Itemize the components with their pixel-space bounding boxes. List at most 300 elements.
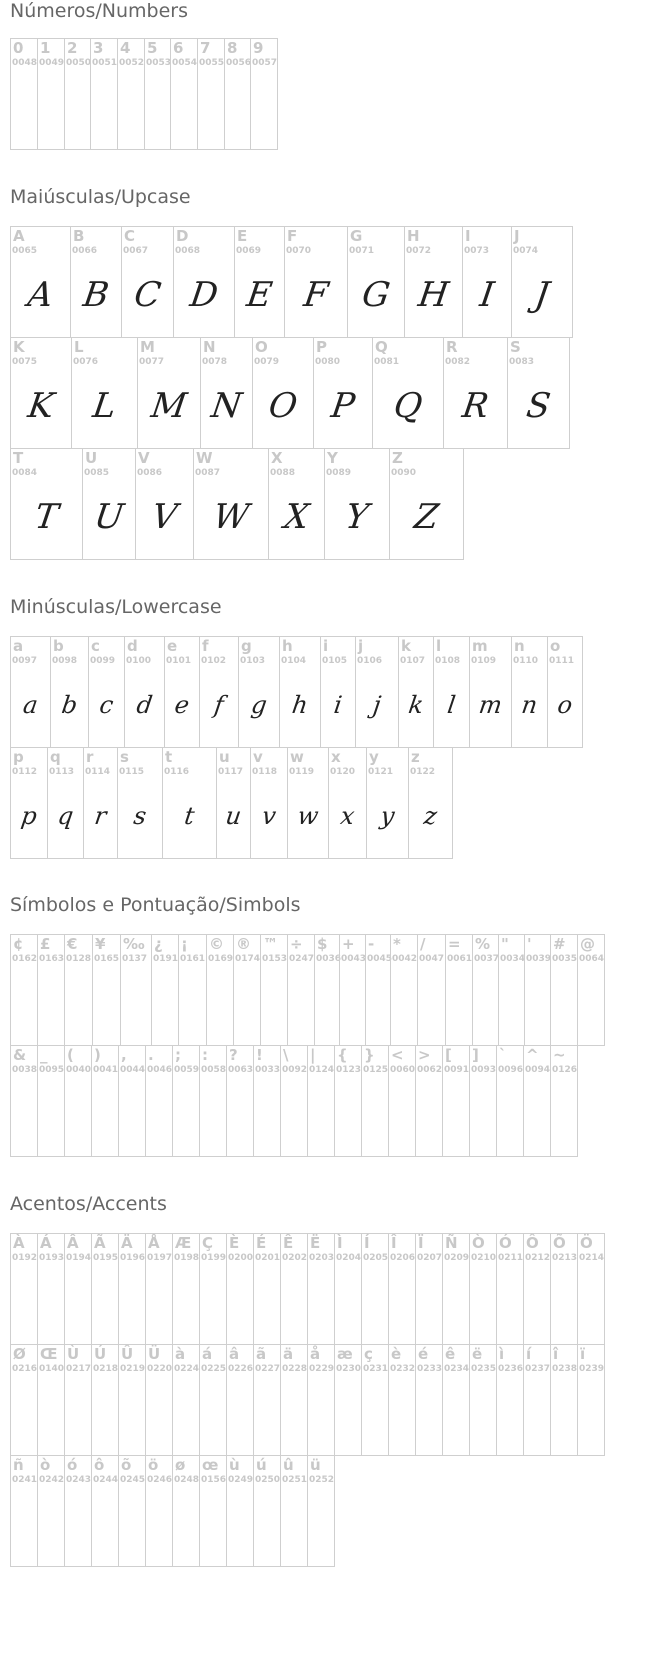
character-code: 0048 — [12, 58, 38, 68]
character-label: T — [13, 449, 24, 467]
glyph-sample: e — [172, 691, 192, 719]
character-label: G — [350, 227, 363, 245]
character-label: ; — [175, 1046, 181, 1064]
section-title: Acentos/Accents — [10, 1193, 167, 1215]
character-label: 1 — [40, 39, 51, 57]
character-code: 0080 — [315, 357, 341, 367]
character-cell — [91, 1045, 119, 1157]
character-code: 0083 — [509, 357, 535, 367]
character-label: ó — [67, 1456, 78, 1474]
character-cell — [226, 1233, 254, 1345]
glyph-sample: D — [187, 275, 221, 315]
character-label: k — [401, 637, 411, 655]
character-label: Ç — [202, 1234, 214, 1252]
character-label: Ê — [283, 1234, 294, 1252]
glyph-sample: g — [249, 691, 269, 719]
glyph-sample: p — [19, 802, 39, 830]
character-label: 2 — [67, 39, 78, 57]
character-code: 0115 — [119, 767, 145, 777]
character-cell — [193, 448, 269, 560]
character-cell — [550, 934, 578, 1046]
character-cell — [199, 636, 239, 748]
character-code: 0072 — [406, 246, 432, 256]
character-code: 0233 — [417, 1364, 443, 1374]
character-cell — [388, 1344, 416, 1456]
character-cell — [328, 747, 367, 859]
character-code: 0117 — [218, 767, 244, 777]
character-code: 0060 — [390, 1065, 416, 1075]
character-label: F — [287, 227, 298, 245]
character-code: 0237 — [525, 1364, 551, 1374]
character-label: 9 — [253, 39, 264, 57]
character-cell — [366, 747, 409, 859]
character-cell — [472, 934, 499, 1046]
character-cell — [37, 1344, 65, 1456]
character-label: / — [420, 935, 426, 953]
character-cell — [117, 38, 145, 150]
character-cell — [253, 1233, 281, 1345]
character-code: 0062 — [417, 1065, 443, 1075]
glyph-sample: a — [21, 691, 40, 719]
character-cell — [238, 636, 280, 748]
glyph-sample: R — [459, 386, 492, 426]
character-label: Q — [375, 338, 388, 356]
character-cell — [284, 226, 348, 338]
character-label: g — [241, 637, 252, 655]
character-code: 0192 — [12, 1253, 38, 1263]
character-label: # — [553, 935, 566, 953]
character-cell — [334, 1045, 362, 1157]
character-label: < — [391, 1046, 404, 1064]
character-label: È — [229, 1234, 240, 1252]
character-cell — [37, 1233, 65, 1345]
character-label: $ — [317, 935, 328, 953]
character-label: u — [219, 748, 230, 766]
character-code: 0244 — [93, 1475, 119, 1485]
character-code: 0087 — [195, 468, 221, 478]
character-cell — [83, 747, 118, 859]
character-cell — [226, 1455, 254, 1567]
character-code: 0198 — [174, 1253, 200, 1263]
character-code: 0119 — [289, 767, 315, 777]
character-label: e — [167, 637, 178, 655]
character-label: B — [73, 227, 85, 245]
character-cell — [206, 934, 234, 1046]
character-code: 0205 — [363, 1253, 389, 1263]
character-code: 0207 — [417, 1253, 443, 1263]
character-label: ™ — [263, 935, 278, 953]
character-code: 0218 — [93, 1364, 119, 1374]
character-code: 0035 — [552, 954, 578, 964]
character-cell — [550, 1344, 578, 1456]
character-label: W — [196, 449, 213, 467]
character-cell — [442, 1233, 470, 1345]
character-code: 0201 — [255, 1253, 281, 1263]
character-cell — [496, 1344, 524, 1456]
character-code: 0140 — [39, 1364, 65, 1374]
character-code: 0161 — [180, 954, 206, 964]
glyph-sample: X — [281, 497, 312, 537]
character-label: Ä — [121, 1234, 133, 1252]
character-cell — [64, 934, 93, 1046]
character-cell — [137, 337, 201, 449]
character-row — [10, 1233, 605, 1345]
character-code: 0229 — [309, 1364, 335, 1374]
character-cell — [287, 934, 315, 1046]
character-cell — [404, 226, 463, 338]
character-cell — [361, 1045, 389, 1157]
character-label: = — [448, 935, 461, 953]
glyph-sample: u — [223, 802, 244, 830]
character-cell — [145, 1344, 173, 1456]
character-code: 0108 — [435, 656, 461, 666]
character-label: p — [13, 748, 24, 766]
character-code: 0124 — [309, 1065, 335, 1075]
glyph-sample: h — [290, 691, 310, 719]
character-label: w — [290, 748, 304, 766]
glyph-sample: b — [59, 691, 80, 719]
glyph-sample: l — [445, 691, 458, 719]
character-cell — [388, 1233, 416, 1345]
character-cell — [287, 747, 329, 859]
character-label: € — [67, 935, 78, 953]
character-label: Ò — [472, 1234, 485, 1252]
character-cell — [361, 1344, 389, 1456]
character-cell — [226, 1344, 254, 1456]
character-code: 0109 — [471, 656, 497, 666]
character-cell — [307, 1455, 335, 1567]
character-label: * — [393, 935, 401, 953]
character-cell — [37, 1045, 65, 1157]
character-cell — [313, 337, 373, 449]
character-code: 0039 — [526, 954, 552, 964]
character-label: Ú — [94, 1345, 107, 1363]
character-cell — [197, 38, 225, 150]
character-row — [10, 747, 583, 859]
glyph-sample: c — [97, 691, 116, 719]
glyph-sample: P — [328, 386, 358, 426]
character-cell — [173, 226, 235, 338]
glyph-sample: A — [25, 275, 56, 315]
character-code: 0236 — [498, 1364, 524, 1374]
section-title: Números/Numbers — [10, 0, 188, 22]
glyph-sample: K — [25, 386, 57, 426]
character-label: & — [13, 1046, 27, 1064]
character-label: Œ — [40, 1345, 58, 1363]
character-cell — [170, 38, 198, 150]
character-code: 0228 — [282, 1364, 308, 1374]
glyph-sample: H — [415, 275, 452, 315]
character-cell — [90, 38, 118, 150]
character-label: i — [323, 637, 329, 655]
character-cell — [224, 38, 251, 150]
glyph-sample: n — [519, 691, 540, 719]
character-code: 0047 — [419, 954, 445, 964]
character-code: 0033 — [255, 1065, 281, 1075]
character-label: L — [74, 338, 84, 356]
character-code: 0231 — [363, 1364, 389, 1374]
character-label: I — [465, 227, 471, 245]
section-title: Símbolos e Pontuação/Simbols — [10, 894, 301, 916]
character-code: 0249 — [228, 1475, 254, 1485]
character-code: 0113 — [49, 767, 75, 777]
character-cell — [524, 934, 551, 1046]
character-label: S — [510, 338, 521, 356]
character-code: 0165 — [94, 954, 120, 964]
character-cell — [172, 1233, 200, 1345]
character-row — [10, 636, 583, 748]
character-label: É — [256, 1234, 267, 1252]
character-label: ' — [527, 935, 532, 953]
character-cell — [199, 1233, 227, 1345]
character-label: ¡ — [181, 935, 188, 953]
character-code: 0194 — [66, 1253, 92, 1263]
character-label: \ — [283, 1046, 289, 1064]
character-label: O — [255, 338, 268, 356]
character-label: ÷ — [290, 935, 303, 953]
character-code: 0216 — [12, 1364, 38, 1374]
character-label: m — [472, 637, 488, 655]
character-cell — [511, 636, 548, 748]
character-code: 0046 — [147, 1065, 173, 1075]
character-label: @ — [580, 935, 595, 953]
character-cell — [415, 1045, 443, 1157]
character-label: Û — [121, 1345, 134, 1363]
character-code: 0206 — [390, 1253, 416, 1263]
character-label: Ã — [94, 1234, 106, 1252]
character-label: - — [368, 935, 375, 953]
character-code: 0210 — [471, 1253, 497, 1263]
character-code: 0067 — [123, 246, 149, 256]
section-title: Maiúsculas/Upcase — [10, 186, 191, 208]
character-label: _ — [40, 1046, 48, 1064]
character-label: a — [13, 637, 24, 655]
character-row — [10, 934, 605, 1046]
character-code: 0086 — [137, 468, 163, 478]
character-code: 0153 — [262, 954, 288, 964]
character-cell — [118, 1045, 146, 1157]
character-label: H — [407, 227, 420, 245]
character-code: 0107 — [400, 656, 426, 666]
character-label: Ë — [310, 1234, 321, 1252]
glyph-sample: B — [80, 275, 112, 315]
character-code: 0078 — [202, 357, 228, 367]
character-code: 0204 — [336, 1253, 362, 1263]
character-label: 4 — [120, 39, 131, 57]
character-label: 5 — [147, 39, 158, 57]
character-code: 0056 — [226, 58, 252, 68]
character-code: 0100 — [126, 656, 152, 666]
character-cell — [498, 934, 525, 1046]
character-code: 0049 — [39, 58, 65, 68]
character-cell — [10, 448, 83, 560]
character-code: 0101 — [166, 656, 192, 666]
character-code: 0217 — [66, 1364, 92, 1374]
character-code: 0058 — [201, 1065, 227, 1075]
character-code: 0076 — [73, 357, 99, 367]
character-label: Y — [327, 449, 338, 467]
character-label: Ü — [148, 1345, 161, 1363]
character-label: d — [127, 637, 138, 655]
character-label: , — [121, 1046, 127, 1064]
character-cell — [135, 448, 194, 560]
character-label: { — [337, 1046, 348, 1064]
glyph-sample: E — [244, 275, 275, 315]
character-code: 0225 — [201, 1364, 227, 1374]
character-cell — [355, 636, 399, 748]
character-cell — [199, 1344, 227, 1456]
glyph-sample: L — [90, 386, 119, 426]
section-title: Minúsculas/Lowercase — [10, 596, 222, 618]
character-cell — [307, 1344, 335, 1456]
character-code: 0044 — [120, 1065, 146, 1075]
character-code: 0085 — [84, 468, 110, 478]
character-cell — [64, 1233, 92, 1345]
character-cell — [280, 1233, 308, 1345]
character-code: 0103 — [240, 656, 266, 666]
character-code: 0128 — [66, 954, 92, 964]
character-cell — [118, 1455, 146, 1567]
character-code: 0097 — [12, 656, 38, 666]
character-label: J — [514, 227, 520, 245]
character-cell — [50, 636, 89, 748]
character-label: Î — [391, 1234, 397, 1252]
glyph-sample: M — [148, 386, 190, 426]
character-label: ô — [94, 1456, 105, 1474]
character-code: 0196 — [120, 1253, 146, 1263]
character-label: + — [342, 935, 355, 953]
character-code: 0238 — [552, 1364, 578, 1374]
character-cell — [82, 448, 136, 560]
character-cell — [550, 1233, 578, 1345]
character-code: 0098 — [52, 656, 78, 666]
character-cell — [507, 337, 570, 449]
character-grid — [10, 934, 605, 1157]
character-cell — [334, 1344, 362, 1456]
character-grid — [10, 1233, 605, 1567]
character-code: 0174 — [235, 954, 261, 964]
glyph-sample: r — [92, 802, 109, 830]
character-row — [10, 1344, 605, 1456]
character-code: 0195 — [93, 1253, 119, 1263]
character-code: 0110 — [513, 656, 539, 666]
character-label: [ — [445, 1046, 452, 1064]
character-cell — [314, 934, 340, 1046]
character-cell — [172, 1045, 200, 1157]
character-label: ñ — [13, 1456, 24, 1474]
character-code: 0241 — [12, 1475, 38, 1485]
character-code: 0214 — [579, 1253, 605, 1263]
character-code: 0041 — [93, 1065, 119, 1075]
character-label: ‰ — [123, 935, 145, 953]
character-code: 0191 — [153, 954, 179, 964]
character-label: n — [514, 637, 525, 655]
character-cell — [145, 1455, 173, 1567]
character-label: P — [316, 338, 327, 356]
character-cell — [365, 934, 391, 1046]
character-cell — [253, 1045, 281, 1157]
glyph-sample: Y — [342, 497, 372, 537]
character-code: 0040 — [66, 1065, 92, 1075]
character-cell — [415, 1344, 443, 1456]
character-code: 0075 — [12, 357, 38, 367]
character-cell — [320, 636, 356, 748]
character-label: £ — [40, 935, 51, 953]
character-cell — [178, 934, 207, 1046]
character-label: Ñ — [445, 1234, 458, 1252]
character-label: Â — [67, 1234, 79, 1252]
character-cell — [445, 934, 473, 1046]
character-label: Ù — [67, 1345, 80, 1363]
character-code: 0096 — [498, 1065, 524, 1075]
character-label: Ï — [418, 1234, 424, 1252]
character-code: 0250 — [255, 1475, 281, 1485]
character-cell — [10, 934, 38, 1046]
character-cell — [253, 1455, 281, 1567]
character-cell — [70, 226, 122, 338]
character-code: 0093 — [471, 1065, 497, 1075]
character-code: 0248 — [174, 1475, 200, 1485]
character-label: í — [526, 1345, 532, 1363]
character-code: 0092 — [282, 1065, 308, 1075]
character-label: Ô — [526, 1234, 539, 1252]
character-code: 0122 — [410, 767, 436, 777]
character-label: z — [411, 748, 420, 766]
character-cell — [120, 934, 152, 1046]
character-code: 0051 — [92, 58, 118, 68]
character-code: 0088 — [270, 468, 296, 478]
character-row — [10, 226, 573, 338]
glyph-sample: N — [208, 386, 245, 426]
character-cell — [37, 934, 65, 1046]
glyph-sample: z — [422, 802, 439, 830]
character-cell — [92, 934, 121, 1046]
character-code: 0243 — [66, 1475, 92, 1485]
character-code: 0057 — [252, 58, 278, 68]
character-label: Ó — [499, 1234, 512, 1252]
character-code: 0116 — [164, 767, 190, 777]
character-cell — [10, 337, 72, 449]
character-code: 0066 — [72, 246, 98, 256]
character-label: á — [202, 1345, 213, 1363]
character-code: 0055 — [199, 58, 225, 68]
character-label: ã — [256, 1345, 267, 1363]
character-cell — [388, 1045, 416, 1157]
character-label: h — [282, 637, 293, 655]
character-cell — [469, 1045, 497, 1157]
character-code: 0053 — [146, 58, 172, 68]
character-cell — [469, 1233, 497, 1345]
character-code: 0095 — [39, 1065, 65, 1075]
character-label: ú — [256, 1456, 267, 1474]
character-label: ï — [580, 1345, 586, 1363]
character-code: 0042 — [392, 954, 418, 964]
character-row — [10, 1045, 605, 1157]
glyph-sample: G — [359, 275, 393, 315]
character-label: Æ — [175, 1234, 192, 1252]
character-code: 0070 — [286, 246, 312, 256]
character-cell — [389, 448, 464, 560]
character-code: 0212 — [525, 1253, 551, 1263]
character-row — [10, 448, 573, 560]
character-label: x — [331, 748, 341, 766]
character-cell — [577, 1233, 605, 1345]
character-code: 0203 — [309, 1253, 335, 1263]
character-code: 0084 — [12, 468, 38, 478]
character-code: 0099 — [90, 656, 116, 666]
character-code: 0219 — [120, 1364, 146, 1374]
character-code: 0090 — [391, 468, 417, 478]
